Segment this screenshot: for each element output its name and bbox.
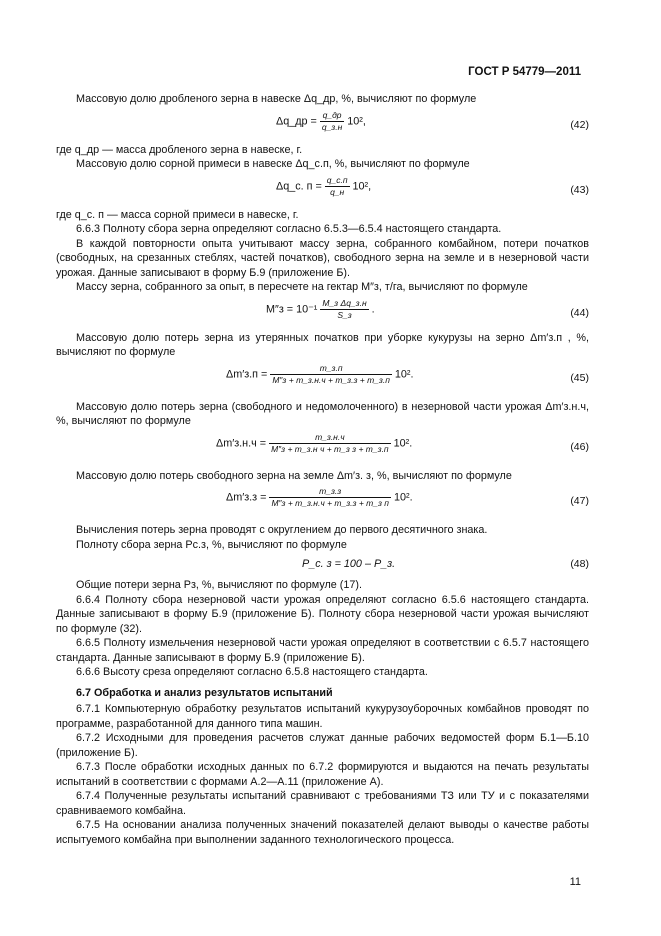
paragraph: 6.7.1 Компьютерную обработку результатов испытаний кукурузоуборочных комбайнов проводят по программе, разработанной для данного типа машин. (56, 703, 589, 730)
paragraph: Массу зерна, собранного за опыт, в пересчете на гектар M″з, т/га, вычисляют по формуле (76, 281, 528, 293)
formula-numerator: M_з Δq_з.н (322, 297, 367, 308)
equation-number: (46) (570, 440, 589, 453)
formula-numerator: q_с.п (326, 174, 348, 185)
formula-44 (56, 298, 589, 328)
page-number: 11 (569, 876, 581, 888)
paragraph: где q_с. п — масса сорной примеси в навеске, г. (56, 208, 299, 221)
paragraph: Полноту сбора зерна Pс.з, %, вычисляют по формуле (76, 538, 347, 551)
formula-48 (56, 555, 589, 575)
paragraph: 6.7.2 Исходными для проведения расчетов служат данные рабочих ведомостей форм Б.1—Б.10 (приложение Б). (56, 732, 589, 759)
formula-numerator: q_др (320, 110, 344, 122)
formula-tail: 10². (393, 436, 413, 449)
paragraph: 6.6.6 Высоту среза определяют согласно 6.5.8 настоящего стандарта. (76, 666, 428, 678)
formula-tail: 10², (347, 114, 366, 127)
formula-tail: 10², (352, 179, 372, 192)
formula-numerator: m_з.з (269, 486, 391, 498)
formula-lhs: Δq_с. п = (276, 179, 322, 192)
paragraph: В каждой повторности опыта учитывают массу зерна, собранного комбайном, потери початков (свободных, на срезанных стеблях, частей початков), свободного зерна на земле и в незерновой части урожая. Данные записывают в форму Б.9 (приложение Б). (56, 237, 589, 279)
equation-number: (44) (570, 306, 589, 319)
paragraph: Массовую долю дробленого зерна в навеске Δq_др, %, вычисляют по формуле (76, 93, 477, 105)
paragraph: 6.6.3 Полноту сбора зерна определяют согласно 6.5.3—6.5.4 настоящего стандарта. (76, 223, 502, 235)
formula-lhs: Δq_др = (276, 114, 317, 127)
page-body (56, 92, 589, 847)
formula-tail: 10². (394, 367, 414, 380)
paragraph: 6.6.5 Полноту измельчения незерновой части урожая определяют в соответствии с 6.5.7 настоящего стандарта. Данные записывают в форму Б.9 (приложение Б). (56, 637, 589, 664)
paragraph: Общие потери зерна Pз, %, вычисляют по формуле (17). (76, 579, 362, 591)
paragraph: 6.7.5 На основании анализа полученных значений показателей делают выводы о качестве работы испытуемого комбайна при выполнении заданного технологического процесса. (56, 819, 589, 846)
formula-tail: . (371, 302, 375, 315)
formula-denominator: M″з + m_з.н.ч + m_з.з + m_з п (271, 498, 389, 508)
equation-number: (42) (570, 118, 589, 131)
paragraph: Массовую долю потерь зерна из утерянных початков при уборке кукурузы на зерно Δm′з.п , %, вычисляют по формуле (56, 331, 589, 358)
standard-header: ГОСТ Р 54779—2011 (468, 66, 581, 78)
equation-number: (45) (570, 371, 589, 384)
formula-42 (56, 110, 589, 140)
paragraph: Вычисления потерь зерна проводят с округлением до первого десятичного знака. (76, 524, 488, 536)
formula-lhs: M″з = 10⁻¹ (266, 302, 318, 315)
formula-denominator: q_з.н (321, 121, 343, 132)
paragraph: Массовую долю потерь свободного зерна на земле Δm′з. з, %, вычисляют по формуле (76, 469, 512, 482)
formula-tail: 10². (393, 491, 413, 504)
paragraph: Массовую долю сорной примеси в навеске Δq_с.п, %, вычисляют по формуле (76, 158, 470, 170)
paragraph: 6.7.3 После обработки исходных данных по 6.7.2 формируются и выдаются на печать результаты испытаний в соответствии с формами А.2—А.11 (приложение А). (56, 761, 589, 788)
formula-47 (56, 486, 589, 520)
equation-number: (47) (570, 495, 589, 507)
formula-denominator: M″з + m_з.н ч + m_з з + m_з.п (271, 443, 389, 454)
section-heading: 6.7 Обработка и анализ результатов испытаний (76, 686, 333, 699)
equation-number: (43) (570, 183, 589, 196)
formula-45 (56, 363, 589, 397)
formula-lhs: Δm′з.н.ч = (216, 436, 267, 449)
formula-numerator: m_з.п (270, 363, 392, 375)
paragraph: где q_др — масса дробленого зерна в навеске, г. (56, 143, 303, 156)
formula-46 (56, 432, 589, 466)
formula-denominator: q_н (330, 186, 345, 197)
formula-denominator: M″з + m_з.н.ч + m_з.з + m_з.п (272, 374, 390, 385)
paragraph: 6.7.4 Полученные результаты испытаний сравнивают с требованиями ТЗ или ТУ и с показателями сравниваемого комбайна. (56, 790, 589, 817)
equation-number: (48) (570, 558, 589, 570)
paragraph: 6.6.4 Полноту сбора незерновой части урожая определяют согласно 6.5.6 настоящего стандарта. Данные записывают в форму Б.9 (приложение Б). Полноту сбора незерновой части урожая вычисляют по формуле (32). (56, 593, 589, 635)
formula-lhs: Δm′з.п = (226, 367, 268, 380)
formula-denominator: S_з (337, 309, 352, 320)
formula-lhs: Δm′з.з = (226, 491, 267, 504)
paragraph: Массовую долю потерь зерна (свободного и недомолоченного) в незерновой части урожая Δm′з.н.ч, %, вычисляют по формуле (56, 400, 589, 427)
formula-numerator: m_з.н.ч (269, 432, 391, 444)
formula-expression: P_с. з = 100 – P_з. (302, 558, 396, 570)
formula-43 (56, 175, 589, 205)
